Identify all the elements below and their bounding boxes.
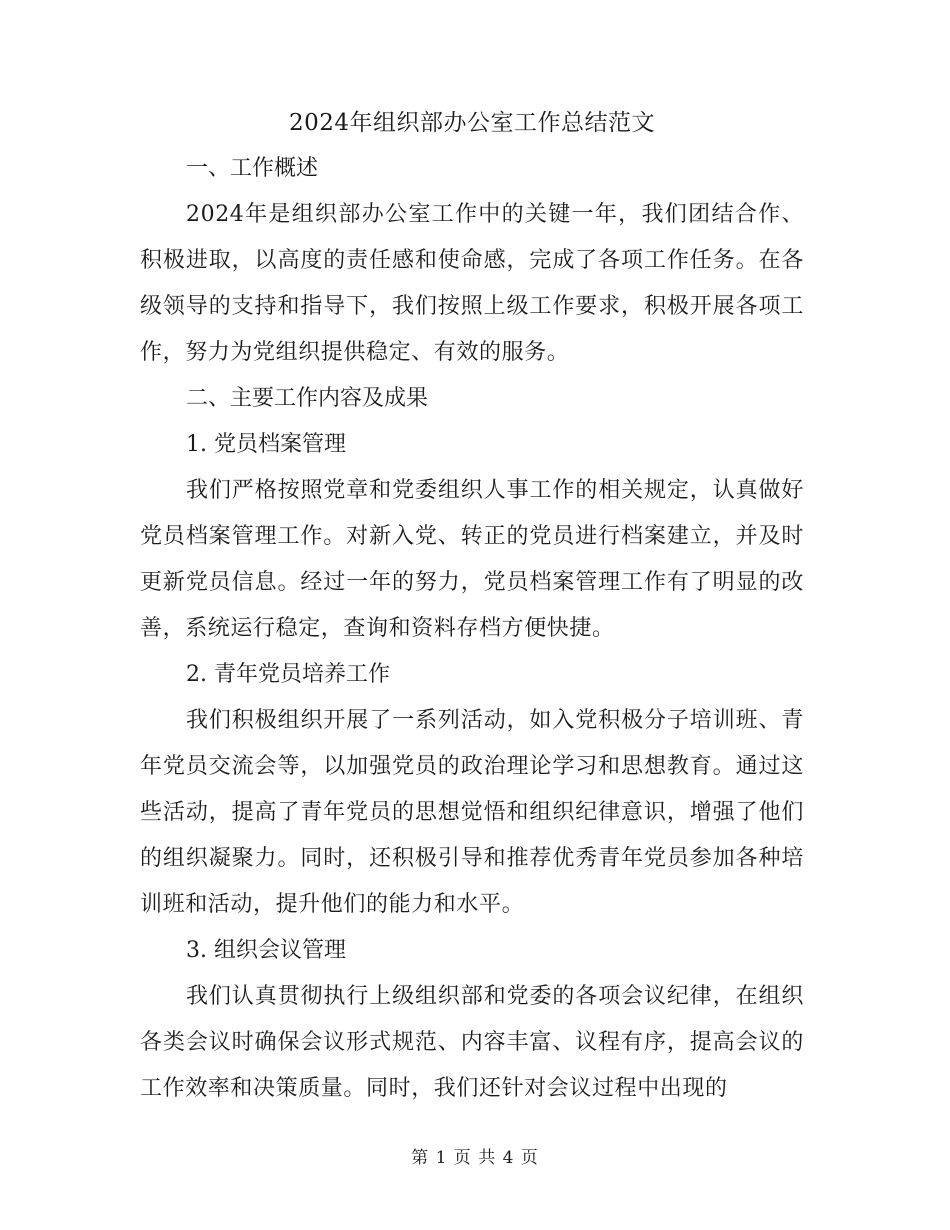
document-title: 2024年组织部办公室工作总结范文 (288, 110, 656, 136)
subsection-heading-youth: 2. 青年党员培养工作 (186, 662, 390, 687)
section-heading-overview: 一、工作概述 (186, 156, 319, 181)
subsection-heading-meetings: 3. 组织会议管理 (186, 938, 346, 963)
paragraph-overview: 2024年是组织部办公室工作中的关键一年，我们团结合作、积极进取，以高度的责任感和使命感，完成了各项工作任务。在各级领导的支持和指导下，我们按照上级工作要求，积极开展各项工作，努力为党组织提供稳定、有效的服务。 (140, 202, 804, 365)
section-heading-main-work: 二、主要工作内容及成果 (186, 386, 429, 411)
subsection-heading-archives: 1. 党员档案管理 (186, 432, 346, 457)
paragraph-meetings: 我们认真贯彻执行上级组织部和党委的各项会议纪律，在组织各类会议时确保会议形式规范、内容丰富、议程有序，提高会议的工作效率和决策质量。同时，我们还针对会议过程中出现的 (140, 984, 804, 1101)
paragraph-archives: 我们严格按照党章和党委组织人事工作的相关规定，认真做好党员档案管理工作。对新入党、转正的党员进行档案建立，并及时更新党员信息。经过一年的努力，党员档案管理工作有了明显的改善，系统运行稳定，查询和资料存档方便快捷。 (140, 478, 804, 641)
document-body (140, 100, 804, 1112)
page-number-footer: 第 1 页 共 4 页 (411, 1148, 539, 1168)
paragraph-youth: 我们积极组织开展了一系列活动，如入党积极分子培训班、青年党员交流会等，以加强党员的政治理论学习和思想教育。通过这些活动，提高了青年党员的思想觉悟和组织纪律意识，增强了他们的组织凝聚力。同时，还积极引导和推荐优秀青年党员参加各种培训班和活动，提升他们的能力和水平。 (140, 708, 804, 917)
